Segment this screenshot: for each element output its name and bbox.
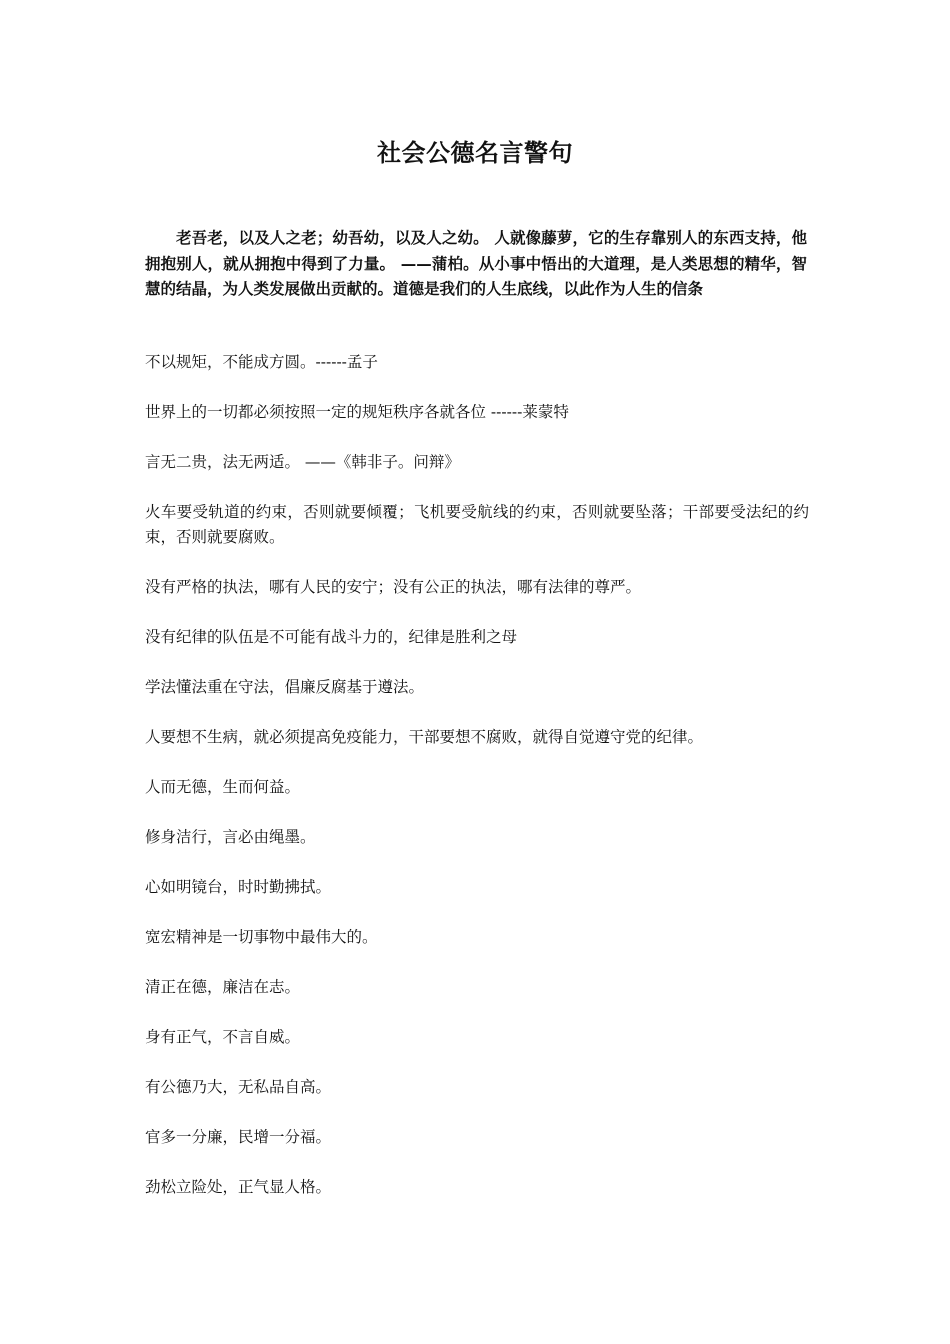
quote-item: 修身洁行，言必由绳墨。 [145, 828, 316, 846]
quote-list [145, 350, 809, 1225]
quote-item: 有公德乃大，无私品自高。 [145, 1078, 332, 1096]
quote-item: 人而无德，生而何益。 [145, 778, 301, 796]
quote-item: 人要想不生病，就必须提高免疫能力，干部要想不腐败，就得自觉遵守党的纪律。 [145, 728, 704, 746]
quote-item: 没有严格的执法，哪有人民的安宁；没有公正的执法，哪有法律的尊严。 [145, 578, 642, 596]
quote-item: 言无二贵，法无两适。 ——《韩非子。问辩》 [145, 453, 460, 471]
quote-item: 劲松立险处，正气显人格。 [145, 1178, 332, 1196]
quote-item: 世界上的一切都必须按照一定的规矩秩序各就各位 ------莱蒙特 [145, 403, 569, 421]
quote-item: 没有纪律的队伍是不可能有战斗力的，纪律是胜利之母 [145, 628, 518, 646]
quote-item: 不以规矩，不能成方圆。------孟子 [145, 353, 378, 371]
document-title: 社会公德名言警句 [377, 139, 573, 167]
quote-item: 火车要受轨道的约束，否则就要倾覆；飞机要受航线的约束，否则就要坠落；干部要受法纪的约束，否则就要腐败。 [145, 503, 809, 546]
quote-item: 官多一分廉，民增一分福。 [145, 1128, 332, 1146]
quote-item: 清正在德，廉洁在志。 [145, 978, 301, 996]
quote-item: 心如明镜台，时时勤拂拭。 [145, 878, 332, 896]
quote-item: 身有正气，不言自威。 [145, 1028, 301, 1046]
quote-item: 宽宏精神是一切事物中最伟大的。 [145, 928, 378, 946]
quote-item: 学法懂法重在守法，倡廉反腐基于遵法。 [145, 678, 425, 696]
intro-paragraph: 老吾老，以及人之老；幼吾幼，以及人之幼。 人就像藤萝，它的生存靠别人的东西支持，他拥抱别人，就从拥抱中得到了力量。 ——蒲柏。从小事中悟出的大道理，是人类思想的精华，智慧的结晶，为人类发展做出贡献的。道德是我们的人生底线，以此作为人生的信条 [145, 229, 807, 298]
